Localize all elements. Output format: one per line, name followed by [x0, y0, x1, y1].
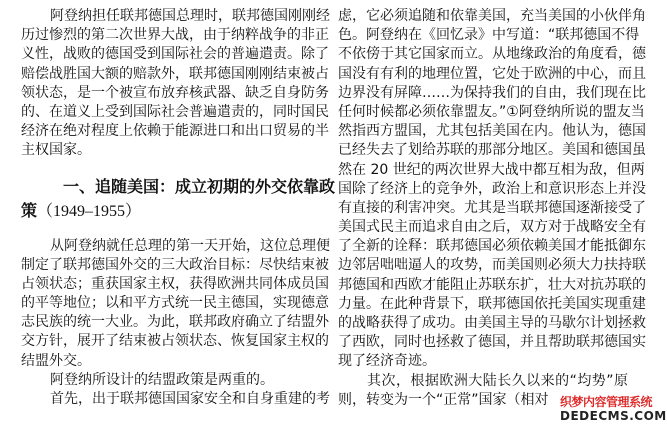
text-line: 主权国家。: [21, 142, 91, 159]
text-line: 历过惨烈的第二次世界大战，由于纳粹战争的非正: [21, 27, 329, 44]
paragraph-first-start: 首先，出于联邦德国国家安全和自身重建的考: [50, 391, 330, 407]
text-line: 色。阿登纳在《回忆录》中写道：“联邦德国不得: [338, 27, 640, 44]
paragraph-first-cont: [338, 7, 646, 372]
left-column: [21, 7, 336, 409]
text-line: 虑，它必须追随和依靠美国，充当美国的小伙伴角: [338, 8, 646, 24]
text-line: 了全新的诠释：联邦德国必须依赖美国才能抵御东: [338, 238, 646, 255]
text-line: 占领状态；重获国家主权，获得欧洲共同体成员国: [21, 275, 329, 292]
heading-years: （1949–1955）: [37, 202, 142, 220]
text-line: 国没有有利的地理位置，它处于欧洲的中心，而且: [338, 65, 646, 82]
text-line: 制定了联邦德国外交的三大政治目标：尽快结束被: [21, 256, 329, 273]
text-line: 的战略获得了成功。由美国主导的马歇尔计划拯救: [338, 315, 646, 331]
text-line: 有直接的利害冲突。尤其是当联邦德国逐渐接受了: [338, 199, 646, 216]
right-column: [338, 7, 646, 410]
heading-line: 一、追随美国：成立初期的外交依靠政: [63, 176, 336, 196]
watermark-cn: 织梦内容管理系统: [560, 395, 653, 409]
text-line: 然指西方盟国，尤其包括美国在内。他认为，德国: [338, 123, 646, 140]
text-line: 现了经济奇迹。: [338, 353, 436, 370]
watermark-en: DEDECMS.COM: [560, 409, 667, 423]
text-line: 的平等地位；以和平方式统一民主德国，实现德意: [21, 295, 329, 312]
text-line: 边界没有屏障……为保持我们的自由，我们现在比: [338, 84, 646, 101]
text-line: 阿登纳担任联邦德国总理时，联邦德国刚刚经: [50, 8, 330, 24]
paragraph-dual-policy: 阿登纳所设计的结盟政策是两重的。: [50, 371, 274, 388]
text-line: 其次，根据欧洲大陆长久以来的“均势”原: [367, 372, 628, 389]
paragraph-goals: [21, 237, 330, 371]
text-line: 已经失去了划给苏联的那部分地区。美国和德国虽: [338, 142, 646, 159]
text-line: 志民族的统一大业。为此，联邦政府确立了结盟外: [21, 314, 329, 331]
text-line: 邦德国和西欧才能阻止苏联东扩，壮大对抗苏联的: [338, 276, 646, 293]
text-line: 美国式民主而追求自由之后，双方对于战略安全有: [338, 219, 646, 236]
text-line: 领状态，是一个被宣布放弃核武器、缺乏自身防务: [21, 84, 329, 101]
text-line: 力量。在此种背景下，联邦德国依托美国实现重建: [338, 295, 646, 312]
text-line: 结盟外交。: [21, 352, 91, 369]
section-heading: [21, 175, 336, 223]
text-line: 的、在道义上受到国际社会普遍遣责的，同时国民: [21, 103, 329, 120]
text-line: 经济在绝对程度上依赖于能源进口和出口贸易的半: [21, 123, 329, 140]
text-line: 了西欧，同时也拯救了德国，并且帮助联邦德国实: [338, 334, 646, 351]
text-line: 不依傍于其它国家而立。从地缘政治的角度看，德: [338, 46, 646, 63]
text-line: 国除了经济上的竞争外，政治上和意识形态上并没: [338, 180, 646, 197]
text-line: 赔偿战胜国大额的赔款外，联邦德国刚刚结束被占: [21, 65, 329, 82]
watermark-logo: [560, 395, 667, 423]
paragraph-intro: [21, 7, 330, 161]
text-line: 任何时候都必须依靠盟友。”①阿登纳所说的盟友当: [338, 103, 645, 120]
heading-text: 策: [21, 200, 38, 220]
text-line: 边邻居咄咄逼人的攻势，而美国则必须大力扶持联: [338, 257, 646, 274]
heading-line: [21, 199, 311, 223]
text-line: 然在 20 世纪的两次世界大战中都互相为敌，但两: [338, 161, 645, 178]
text-line: 则，转变为一个“正常”国家（相对: [338, 391, 549, 408]
text-line: 交方针，展开了结束被占领状态、恢复国家主权的: [21, 333, 329, 350]
text-line: 义性，战败的德国受到国际社会的普遍遣责。除了: [21, 46, 329, 63]
text-line: 从阿登纳就任总理的第一天开始，这位总理便: [50, 237, 330, 254]
